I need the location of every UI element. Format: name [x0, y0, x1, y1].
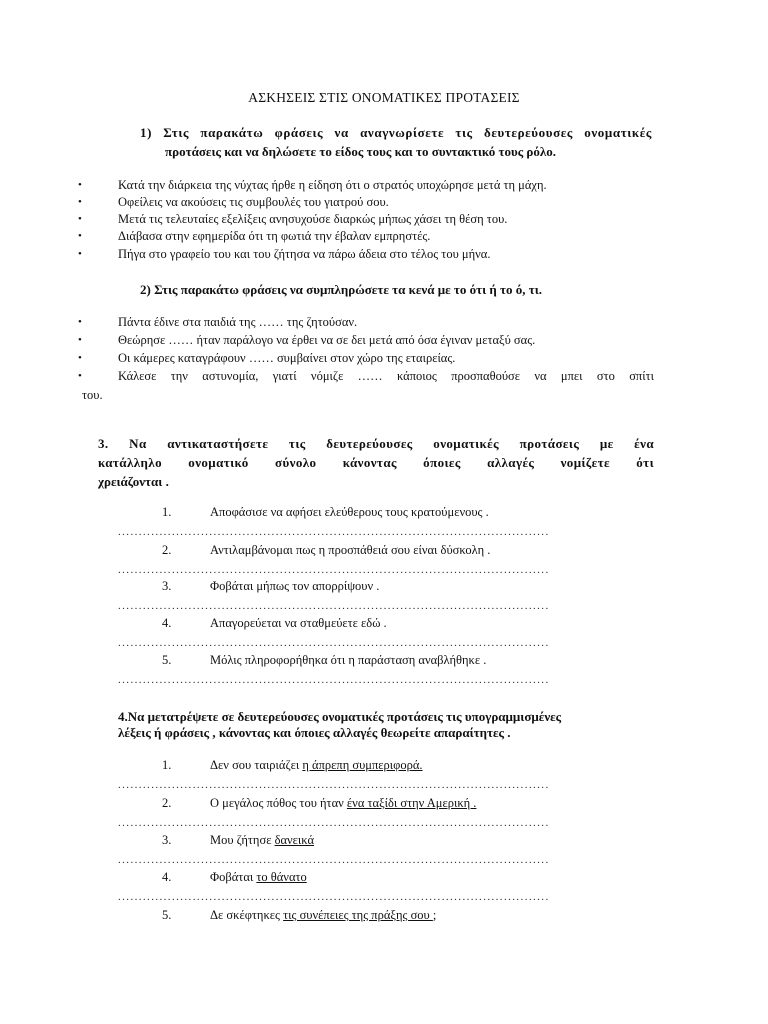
item-number: 4.	[162, 870, 172, 884]
answer-line: ........................................................................................................	[118, 674, 550, 686]
section2-heading: 2) Στις παρακάτω φράσεις να συμπληρώσετε τα κενά με το ότι ή το ό, τι.	[140, 282, 543, 297]
underlined-phrase: το θάνατο	[256, 870, 307, 884]
item-number: 3.	[162, 833, 172, 847]
item-number: 2.	[162, 543, 172, 557]
item-number: 5.	[162, 653, 172, 667]
section1-heading-line2: προτάσεις και να δηλώσετε το είδος τους και το συντακτικό τους ρόλο.	[165, 144, 557, 159]
answer-line: ........................................................................................................	[118, 854, 550, 866]
bullet-icon: •	[78, 230, 82, 242]
underlined-phrase: τις συνέπειες της πράξης σου	[283, 908, 433, 922]
section4-item-1: Δεν σου ταιριάζει η άπρεπη συμπεριφορά.	[210, 758, 423, 772]
section2-item-4-cont: του.	[82, 388, 103, 402]
bullet-icon: •	[78, 179, 82, 191]
section4-heading-line2: λέξεις ή φράσεις , κάνοντας και όποιες αλλαγές θεωρείτε απαραίτητες .	[118, 725, 511, 740]
item-number: 2.	[162, 796, 172, 810]
answer-line: ........................................................................................................	[118, 779, 550, 791]
underlined-phrase: ένα ταξίδι στην Αμερική .	[346, 796, 477, 810]
section4-item-3: Μου ζήτησε δανεικά	[210, 833, 315, 847]
bullet-icon: •	[78, 334, 82, 346]
section3-item-3: Φοβάται μήπως τον απορρίψουν .	[210, 579, 380, 593]
section3-item-5: Μόλις πληροφορήθηκα ότι η παράσταση αναβλήθηκε .	[210, 653, 487, 667]
bullet-icon: •	[78, 248, 82, 260]
section1-item-2: Οφείλεις να ακούσεις τις συμβουλές του γιατρού σου.	[118, 195, 389, 209]
item-number: 3.	[162, 579, 172, 593]
item-number: 4.	[162, 616, 172, 630]
section3-item-2: Αντιλαμβάνομαι πως η προσπάθειά σου είναι δύσκολη .	[210, 543, 491, 557]
section4-item-2: Ο μεγάλος πόθος του ήταν ένα ταξίδι στην Αμερική .	[210, 796, 477, 810]
underlined-phrase: η άπρεπη συμπεριφορά.	[302, 758, 423, 772]
answer-line: ........................................................................................................	[118, 817, 550, 829]
section2-item-1: Πάντα έδινε στα παιδιά της …… της ζητούσαν.	[118, 315, 358, 329]
section1-heading-line1: 1) Στις παρακάτω φράσεις να αναγνωρίσετε τις δευτερεύουσες ονοματικές	[140, 125, 652, 140]
section2-item-4: Κάλεσε την αστυνομία, γιατί νόμιζε …… κάποιος προσπαθούσε να μπει στο σπίτι	[118, 369, 654, 383]
answer-line: ........................................................................................................	[118, 891, 550, 903]
bullet-icon: •	[78, 316, 82, 328]
answer-line: ........................................................................................................	[118, 564, 550, 576]
section2-item-2: Θεώρησε …… ήταν παράλογο να έρθει να σε δει μετά από όσα έγιναν μεταξύ σας.	[118, 333, 536, 347]
section1-item-4: Διάβασα στην εφημερίδα ότι τη φωτιά την έβαλαν εμπρηστές.	[118, 229, 431, 243]
section3-item-1: Αποφάσισε να αφήσει ελεύθερους τους κρατούμενους .	[210, 505, 489, 519]
section1-item-5: Πήγα στο γραφείο του και του ζήτησα να πάρω άδεια στο τέλος του μήνα.	[118, 247, 491, 261]
section4-item-4: Φοβάται το θάνατο	[210, 870, 307, 884]
section4-heading-line1: 4.Να μετατρέψετε σε δευτερεύουσες ονοματικές προτάσεις τις υπογραμμισμένες	[118, 709, 562, 724]
section3-heading-line1: 3. Να αντικαταστήσετε τις δευτερεύουσες ονοματικές προτάσεις με ένα	[98, 436, 654, 451]
section2-item-3: Οι κάμερες καταγράφουν …… συμβαίνει στον χώρο της εταιρείας.	[118, 351, 456, 365]
answer-line: ........................................................................................................	[118, 637, 550, 649]
section4-item-5: Δε σκέφτηκες τις συνέπειες της πράξης σου ;	[210, 908, 437, 922]
bullet-icon: •	[78, 213, 82, 225]
bullet-icon: •	[78, 196, 82, 208]
underlined-phrase: δανεικά	[274, 833, 315, 847]
page-title: ΑΣΚΗΣΕΙΣ ΣΤΙΣ ΟΝΟΜΑΤΙΚΕΣ ΠΡΟΤΑΣΕΙΣ	[248, 90, 520, 105]
bullet-icon: •	[78, 352, 82, 364]
answer-line: ........................................................................................................	[118, 526, 550, 538]
bullet-icon: •	[78, 370, 82, 382]
answer-line: ........................................................................................................	[118, 600, 550, 612]
section1-item-1: Κατά την διάρκεια της νύχτας ήρθε η είδηση ότι ο στρατός υποχώρησε μετά τη μάχη.	[118, 178, 547, 192]
section1-item-3: Μετά τις τελευταίες εξελίξεις ανησυχούσε διαρκώς μήπως χάσει τη θέση του.	[118, 212, 508, 226]
item-number: 1.	[162, 758, 172, 772]
item-number: 1.	[162, 505, 172, 519]
section3-heading-line3: χρειάζονται .	[98, 474, 169, 489]
section3-item-4: Απαγορεύεται να σταθμεύετε εδώ .	[210, 616, 387, 630]
item-number: 5.	[162, 908, 172, 922]
section3-heading-line2: κατάλληλο ονοματικό σύνολο κάνοντας όποιες αλλαγές νομίζετε ότι	[98, 455, 654, 470]
